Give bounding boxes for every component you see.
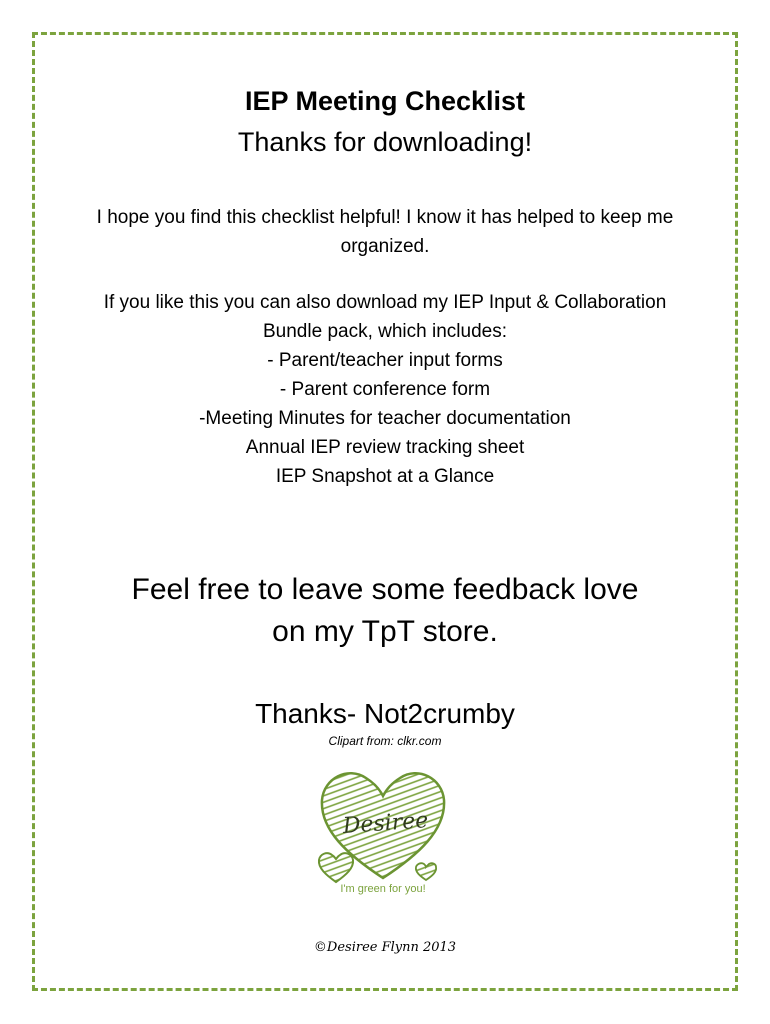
bundle-item: - Parent conference form [279,379,491,400]
feedback-message [0,569,770,653]
bundle-item: IEP Snapshot at a Glance [275,466,495,487]
bundle-item: - Parent/teacher input forms [267,350,503,371]
bundle-line: Bundle pack, which includes: [263,321,507,342]
signoff: Thanks- Not2crumby [255,698,515,729]
page-title: IEP Meeting Checklist [244,86,526,116]
intro-line: organized. [340,236,430,257]
intro-line: I hope you find this checklist helpful! I know it has helped to keep me [96,207,674,228]
feedback-line: on my TpT store. [272,615,498,648]
intro-paragraph [0,203,770,261]
clipart-credit: Clipart from: clkr.com [328,734,442,748]
copyright-notice: ©Desiree Flynn 2013 [313,940,457,955]
bundle-item: Annual IEP review tracking sheet [245,437,525,458]
page-subtitle: Thanks for downloading! [237,127,533,157]
svg-text:Desiree: Desiree [342,808,430,839]
logo-tagline: I'm green for you! [340,883,426,895]
bundle-line: If you like this you can also download my IEP Input & Collaboration [103,292,667,313]
feedback-line: Feel free to leave some feedback love [131,573,639,606]
bundle-paragraph [0,288,770,491]
bundle-item: -Meeting Minutes for teacher documentation [199,408,571,429]
